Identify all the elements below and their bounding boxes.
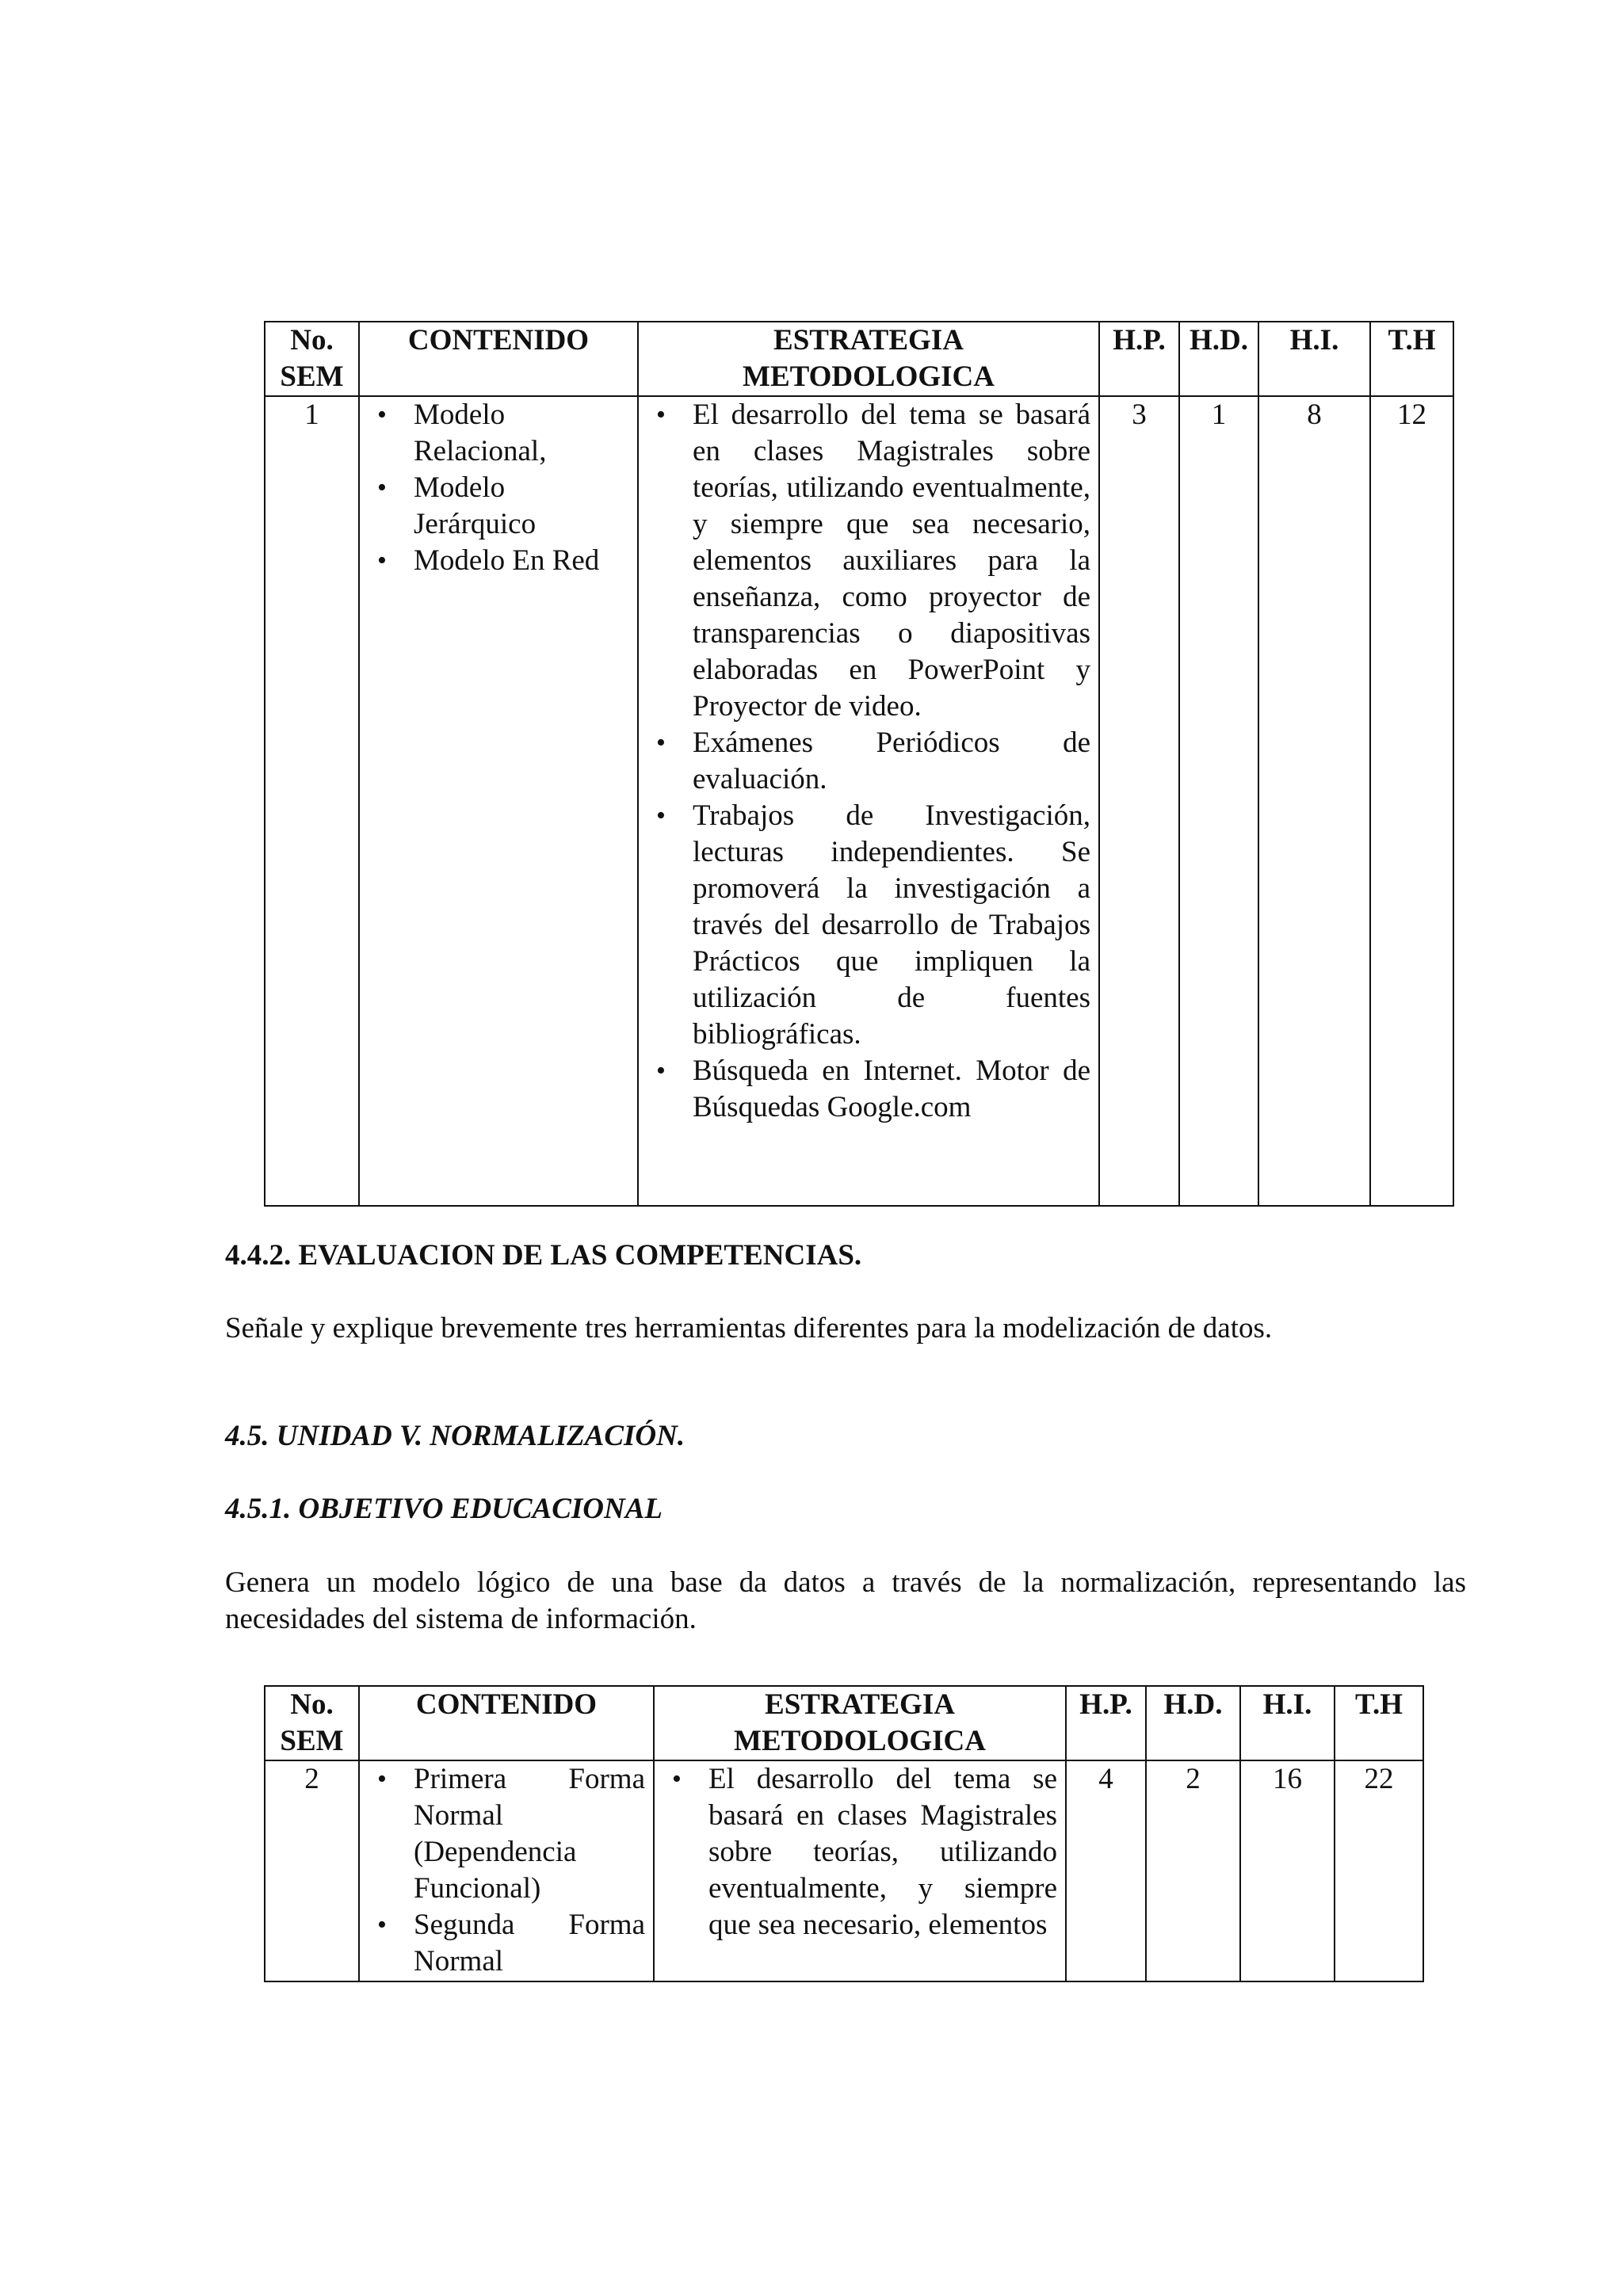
cell-sem: 1 (265, 396, 359, 1206)
cell-contenido (359, 1760, 654, 1981)
list-item: • Exámenes Periódicos de evaluación. (693, 725, 1090, 798)
header-contenido: CONTENIDO (359, 1686, 654, 1760)
cell-hp: 4 (1066, 1760, 1146, 1981)
table-header-row (265, 1686, 1423, 1760)
table-row (265, 1760, 1423, 1981)
list-item: • Modelo Relacional, (414, 397, 629, 470)
cell-th: 12 (1370, 396, 1453, 1206)
header-hi: H.I. (1258, 322, 1370, 396)
estrategia-list (663, 1761, 1057, 1943)
header-th: T.H (1370, 322, 1453, 396)
header-contenido: CONTENIDO (359, 322, 638, 396)
cell-contenido (359, 396, 638, 1206)
header-estrategia: ESTRATEGIA METODOLOGICA (654, 1686, 1066, 1760)
list-item: • El desarrollo del tema se basará en clases Magistrales sobre teorías, utilizando eventualmente, y siempre que sea necesario, elementos auxiliares para la enseñanza, como proyector de transparencias o diapositivas elaboradas en PowerPoint y Proyector de video. (693, 397, 1090, 725)
header-hd: H.D. (1179, 322, 1258, 396)
header-hd: H.D. (1146, 1686, 1240, 1760)
cell-sem: 2 (265, 1760, 359, 1981)
table-header-row (265, 322, 1453, 396)
list-item: • El desarrollo del tema se basará en clases Magistrales sobre teorías, utilizando eventualmente, y siempre que sea necesario, elementos (708, 1761, 1057, 1943)
header-th: T.H (1335, 1686, 1423, 1760)
cell-hi: 8 (1258, 396, 1370, 1206)
list-item: • Modelo En Red (414, 543, 629, 579)
objective-text: Genera un modelo lógico de una base da datos a través de la normalización, representando las necesidades del sistema de información. (225, 1566, 1466, 1635)
header-hi: H.I. (1240, 1686, 1335, 1760)
list-item: • Segunda Forma Normal (414, 1907, 645, 1980)
cell-hp: 3 (1099, 396, 1179, 1206)
contenido-list (368, 1761, 645, 1980)
cell-estrategia (654, 1760, 1066, 1981)
header-hp: H.P. (1066, 1686, 1146, 1760)
contenido-list (368, 397, 629, 579)
plan-table-unit-5 (264, 1685, 1424, 1982)
cell-hd: 2 (1146, 1760, 1240, 1981)
heading-4-4-2: 4.4.2. EVALUACION DE LAS COMPETENCIAS. (225, 1239, 862, 1272)
estrategia-list (647, 397, 1090, 1126)
header-sem: No. SEM (265, 1686, 359, 1760)
cell-hi: 16 (1240, 1760, 1335, 1981)
heading-4-5: 4.5. UNIDAD V. NORMALIZACIÓN. (225, 1420, 685, 1452)
table-row (265, 396, 1453, 1206)
header-hp: H.P. (1099, 322, 1179, 396)
header-estrategia: ESTRATEGIA METODOLOGICA (638, 322, 1099, 396)
cell-estrategia (638, 396, 1099, 1206)
cell-hd: 1 (1179, 396, 1258, 1206)
plan-table-unit-4 (264, 321, 1454, 1207)
evaluation-text: Señale y explique brevemente tres herramientas diferentes para la modelización de datos. (225, 1312, 1273, 1344)
cell-th: 22 (1335, 1760, 1423, 1981)
list-item: • Modelo Jerárquico (414, 470, 629, 543)
list-item: • Búsqueda en Internet. Motor de Búsquedas Google.com (693, 1053, 1090, 1126)
header-sem: No. SEM (265, 322, 359, 396)
heading-4-5-1: 4.5.1. OBJETIVO EDUCACIONAL (225, 1493, 663, 1525)
list-item: • Primera Forma Normal (Dependencia Funcional) (414, 1761, 645, 1907)
list-item: • Trabajos de Investigación, lecturas independientes. Se promoverá la investigación a través del desarrollo de Trabajos Prácticos que impliquen la utilización de fuentes bibliográficas. (693, 798, 1090, 1053)
